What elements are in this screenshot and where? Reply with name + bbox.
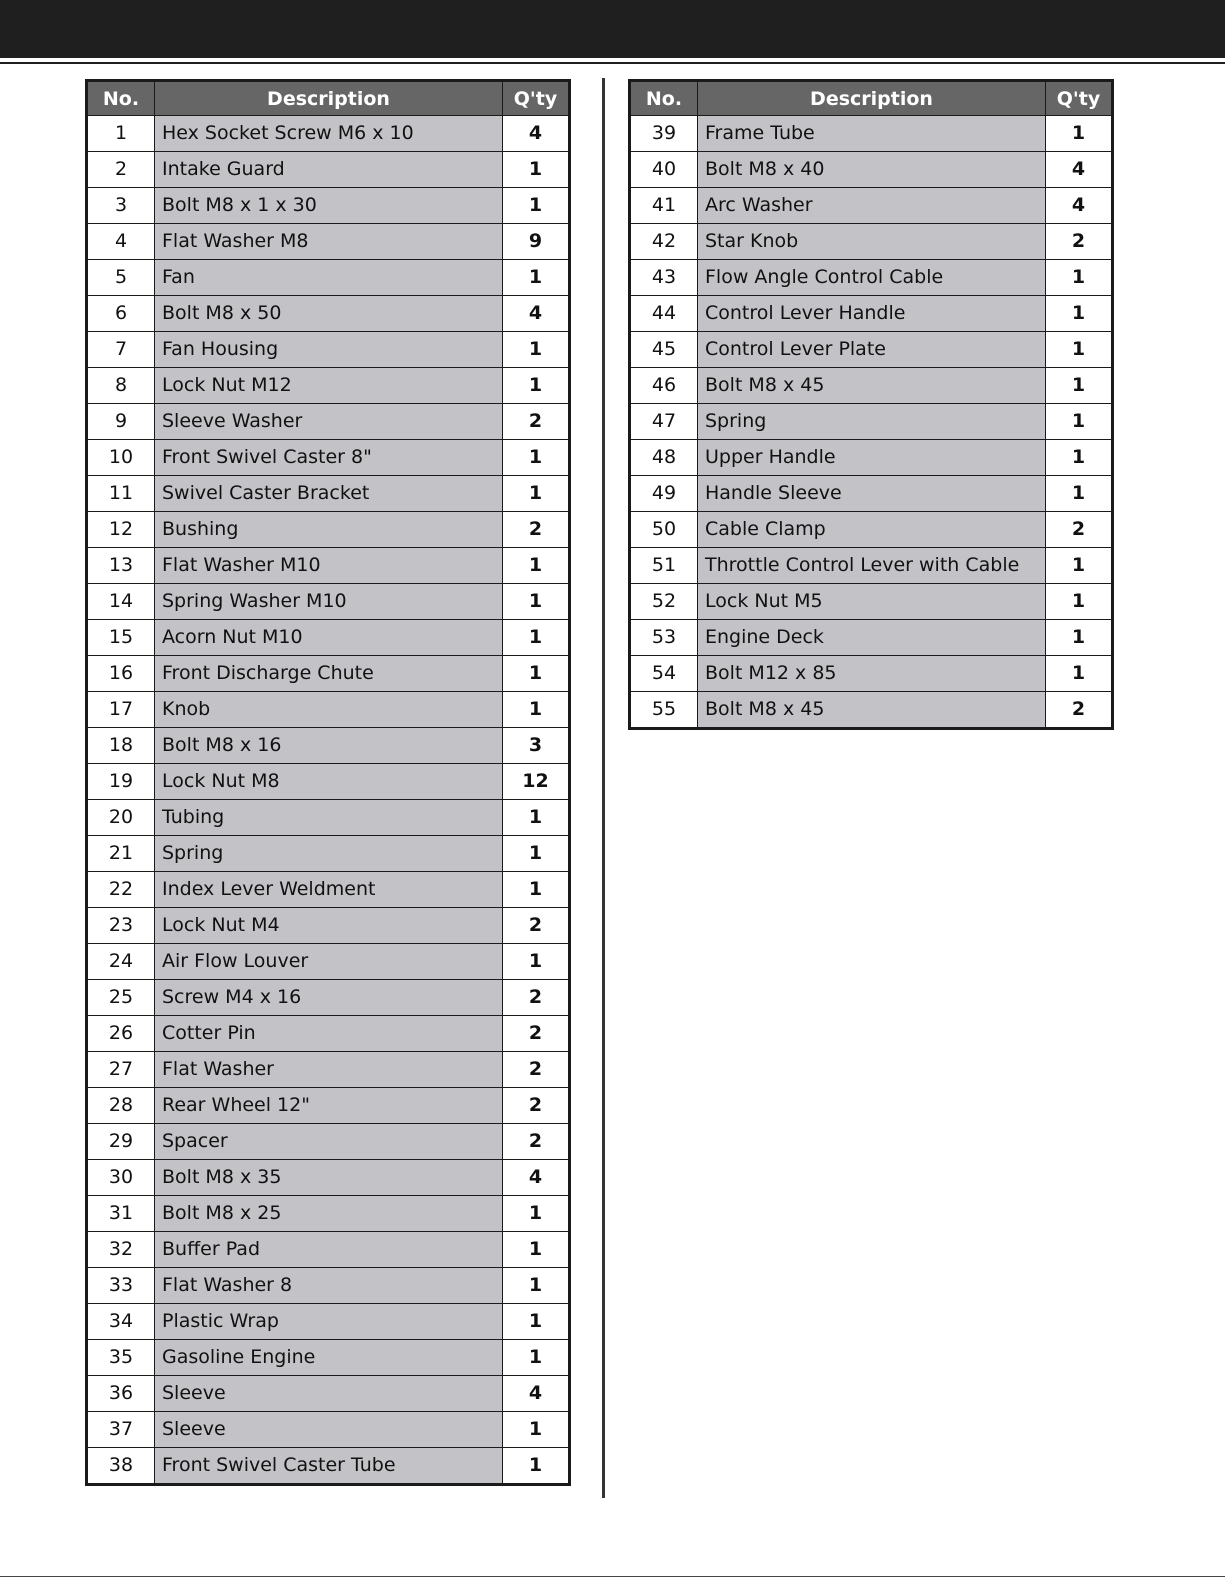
part-number: 17 [87, 692, 155, 728]
table-row [630, 260, 1113, 296]
table-row [630, 224, 1113, 260]
part-number: 32 [87, 1232, 155, 1268]
table-row [87, 1052, 570, 1088]
part-number: 29 [87, 1124, 155, 1160]
part-number: 55 [630, 692, 698, 729]
part-number: 14 [87, 584, 155, 620]
part-number: 37 [87, 1412, 155, 1448]
part-quantity: 4 [503, 1160, 570, 1196]
part-quantity: 1 [503, 188, 570, 224]
part-description: Knob [155, 692, 503, 728]
part-description: Fan [155, 260, 503, 296]
parts-table-left [85, 79, 571, 1486]
part-quantity: 3 [503, 728, 570, 764]
part-number: 36 [87, 1376, 155, 1412]
part-description: Star Knob [698, 224, 1046, 260]
part-number: 38 [87, 1448, 155, 1485]
part-quantity: 1 [1046, 656, 1113, 692]
table-row [87, 368, 570, 404]
part-number: 44 [630, 296, 698, 332]
part-description: Screw M4 x 16 [155, 980, 503, 1016]
part-description: Bolt M8 x 25 [155, 1196, 503, 1232]
part-quantity: 1 [503, 692, 570, 728]
parts-table-right [628, 79, 1114, 730]
table-row [87, 836, 570, 872]
part-number: 10 [87, 440, 155, 476]
part-quantity: 1 [503, 584, 570, 620]
table-row [87, 1016, 570, 1052]
part-quantity: 1 [1046, 296, 1113, 332]
part-number: 39 [630, 116, 698, 152]
part-number: 35 [87, 1340, 155, 1376]
part-quantity: 1 [503, 1232, 570, 1268]
table-row [87, 296, 570, 332]
table-row [87, 980, 570, 1016]
part-quantity: 9 [503, 224, 570, 260]
part-number: 21 [87, 836, 155, 872]
part-quantity: 1 [503, 332, 570, 368]
table-header-row [630, 81, 1113, 116]
part-description: Cotter Pin [155, 1016, 503, 1052]
part-number: 46 [630, 368, 698, 404]
table-row [630, 512, 1113, 548]
part-quantity: 1 [503, 1196, 570, 1232]
column-header-no: No. [630, 81, 698, 116]
header-rule [0, 62, 1225, 64]
table-row [630, 152, 1113, 188]
table-row [87, 1268, 570, 1304]
table-row [87, 692, 570, 728]
part-quantity: 1 [503, 836, 570, 872]
part-number: 41 [630, 188, 698, 224]
table-row [87, 404, 570, 440]
part-quantity: 2 [503, 404, 570, 440]
part-description: Spring Washer M10 [155, 584, 503, 620]
part-quantity: 1 [503, 1340, 570, 1376]
part-number: 30 [87, 1160, 155, 1196]
part-quantity: 1 [503, 620, 570, 656]
part-description: Bolt M8 x 1 x 30 [155, 188, 503, 224]
part-number: 9 [87, 404, 155, 440]
parts-table-left-body [87, 116, 570, 1485]
part-quantity: 1 [503, 656, 570, 692]
part-quantity: 4 [1046, 188, 1113, 224]
part-quantity: 1 [503, 1268, 570, 1304]
part-description: Sleeve Washer [155, 404, 503, 440]
part-description: Plastic Wrap [155, 1304, 503, 1340]
part-description: Lock Nut M5 [698, 584, 1046, 620]
part-number: 45 [630, 332, 698, 368]
table-row [630, 692, 1113, 729]
part-quantity: 1 [1046, 620, 1113, 656]
part-number: 40 [630, 152, 698, 188]
table-row [630, 116, 1113, 152]
table-row [630, 404, 1113, 440]
part-quantity: 2 [1046, 224, 1113, 260]
part-quantity: 1 [503, 440, 570, 476]
part-description: Control Lever Plate [698, 332, 1046, 368]
part-description: Acorn Nut M10 [155, 620, 503, 656]
table-row [87, 764, 570, 800]
table-row [87, 728, 570, 764]
part-quantity: 2 [503, 512, 570, 548]
part-number: 25 [87, 980, 155, 1016]
part-number: 27 [87, 1052, 155, 1088]
part-quantity: 1 [503, 1304, 570, 1340]
part-number: 1 [87, 116, 155, 152]
part-number: 15 [87, 620, 155, 656]
part-quantity: 1 [503, 368, 570, 404]
part-quantity: 1 [1046, 440, 1113, 476]
part-quantity: 1 [503, 152, 570, 188]
part-quantity: 1 [1046, 404, 1113, 440]
part-number: 24 [87, 944, 155, 980]
part-number: 47 [630, 404, 698, 440]
table-row [87, 476, 570, 512]
column-header-no: No. [87, 81, 155, 116]
table-header-row [87, 81, 570, 116]
part-number: 2 [87, 152, 155, 188]
part-description: Upper Handle [698, 440, 1046, 476]
part-quantity: 2 [503, 908, 570, 944]
part-number: 48 [630, 440, 698, 476]
part-number: 7 [87, 332, 155, 368]
part-number: 50 [630, 512, 698, 548]
table-row [87, 440, 570, 476]
table-row [87, 332, 570, 368]
part-description: Bolt M8 x 45 [698, 368, 1046, 404]
part-number: 20 [87, 800, 155, 836]
part-quantity: 2 [503, 1052, 570, 1088]
table-row [630, 548, 1113, 584]
part-quantity: 12 [503, 764, 570, 800]
table-row [630, 476, 1113, 512]
table-row [87, 944, 570, 980]
part-description: Flat Washer [155, 1052, 503, 1088]
part-quantity: 1 [503, 872, 570, 908]
part-quantity: 1 [503, 944, 570, 980]
column-header-description: Description [698, 81, 1046, 116]
part-description: Front Swivel Caster Tube [155, 1448, 503, 1485]
part-description: Bushing [155, 512, 503, 548]
column-header-qty: Q'ty [503, 81, 570, 116]
part-quantity: 1 [1046, 548, 1113, 584]
part-description: Hex Socket Screw M6 x 10 [155, 116, 503, 152]
part-description: Bolt M8 x 16 [155, 728, 503, 764]
table-row [87, 872, 570, 908]
part-number: 12 [87, 512, 155, 548]
table-row [630, 296, 1113, 332]
part-quantity: 2 [1046, 512, 1113, 548]
part-number: 5 [87, 260, 155, 296]
part-quantity: 2 [503, 1088, 570, 1124]
part-description: Intake Guard [155, 152, 503, 188]
part-quantity: 1 [1046, 260, 1113, 296]
part-quantity: 1 [503, 260, 570, 296]
part-number: 51 [630, 548, 698, 584]
part-description: Cable Clamp [698, 512, 1046, 548]
part-description: Lock Nut M4 [155, 908, 503, 944]
table-row [87, 1160, 570, 1196]
table-row [87, 1376, 570, 1412]
part-quantity: 1 [503, 548, 570, 584]
part-number: 53 [630, 620, 698, 656]
part-description: Front Swivel Caster 8" [155, 440, 503, 476]
part-description: Front Discharge Chute [155, 656, 503, 692]
table-row [87, 1088, 570, 1124]
part-quantity: 1 [1046, 332, 1113, 368]
part-number: 19 [87, 764, 155, 800]
part-number: 34 [87, 1304, 155, 1340]
table-row [87, 116, 570, 152]
part-quantity: 4 [503, 296, 570, 332]
header-bar [0, 0, 1225, 58]
part-description: Arc Washer [698, 188, 1046, 224]
part-description: Flow Angle Control Cable [698, 260, 1046, 296]
table-row [87, 548, 570, 584]
part-quantity: 2 [1046, 692, 1113, 729]
part-description: Engine Deck [698, 620, 1046, 656]
table-row [87, 512, 570, 548]
table-row [87, 1412, 570, 1448]
part-quantity: 1 [503, 1448, 570, 1485]
column-divider [602, 78, 605, 1498]
part-description: Control Lever Handle [698, 296, 1046, 332]
part-number: 4 [87, 224, 155, 260]
part-description: Frame Tube [698, 116, 1046, 152]
part-description: Flat Washer 8 [155, 1268, 503, 1304]
part-number: 8 [87, 368, 155, 404]
part-description: Bolt M8 x 35 [155, 1160, 503, 1196]
part-number: 52 [630, 584, 698, 620]
part-description: Buffer Pad [155, 1232, 503, 1268]
part-quantity: 1 [503, 476, 570, 512]
part-description: Bolt M8 x 40 [698, 152, 1046, 188]
part-number: 6 [87, 296, 155, 332]
part-number: 28 [87, 1088, 155, 1124]
part-description: Spacer [155, 1124, 503, 1160]
table-row [87, 656, 570, 692]
part-description: Spring [155, 836, 503, 872]
part-number: 23 [87, 908, 155, 944]
table-row [87, 188, 570, 224]
part-description: Lock Nut M12 [155, 368, 503, 404]
part-description: Swivel Caster Bracket [155, 476, 503, 512]
part-quantity: 1 [1046, 368, 1113, 404]
part-quantity: 1 [1046, 116, 1113, 152]
part-description: Sleeve [155, 1376, 503, 1412]
table-row [630, 440, 1113, 476]
part-number: 33 [87, 1268, 155, 1304]
table-row [87, 620, 570, 656]
table-row [87, 224, 570, 260]
part-number: 13 [87, 548, 155, 584]
part-description: Gasoline Engine [155, 1340, 503, 1376]
part-number: 31 [87, 1196, 155, 1232]
table-row [87, 908, 570, 944]
table-row [630, 332, 1113, 368]
table-row [87, 260, 570, 296]
table-row [87, 1232, 570, 1268]
part-number: 16 [87, 656, 155, 692]
part-description: Flat Washer M10 [155, 548, 503, 584]
part-number: 3 [87, 188, 155, 224]
part-description: Flat Washer M8 [155, 224, 503, 260]
part-number: 42 [630, 224, 698, 260]
part-description: Fan Housing [155, 332, 503, 368]
part-description: Spring [698, 404, 1046, 440]
part-description: Index Lever Weldment [155, 872, 503, 908]
part-quantity: 2 [503, 1124, 570, 1160]
part-number: 49 [630, 476, 698, 512]
part-description: Lock Nut M8 [155, 764, 503, 800]
part-quantity: 1 [1046, 476, 1113, 512]
footer-rule [0, 1576, 1225, 1577]
table-row [630, 368, 1113, 404]
column-header-description: Description [155, 81, 503, 116]
table-row [630, 620, 1113, 656]
table-row [87, 1448, 570, 1485]
part-description: Air Flow Louver [155, 944, 503, 980]
table-row [87, 1340, 570, 1376]
table-row [87, 800, 570, 836]
part-description: Bolt M8 x 50 [155, 296, 503, 332]
part-number: 43 [630, 260, 698, 296]
part-number: 54 [630, 656, 698, 692]
part-quantity: 1 [503, 1412, 570, 1448]
part-quantity: 4 [503, 1376, 570, 1412]
table-row [630, 584, 1113, 620]
part-description: Rear Wheel 12" [155, 1088, 503, 1124]
part-description: Sleeve [155, 1412, 503, 1448]
part-quantity: 2 [503, 1016, 570, 1052]
part-description: Bolt M12 x 85 [698, 656, 1046, 692]
table-row [87, 1196, 570, 1232]
table-row [630, 656, 1113, 692]
table-row [87, 1304, 570, 1340]
part-description: Bolt M8 x 45 [698, 692, 1046, 729]
part-quantity: 4 [1046, 152, 1113, 188]
column-header-qty: Q'ty [1046, 81, 1113, 116]
part-description: Throttle Control Lever with Cable [698, 548, 1046, 584]
part-description: Tubing [155, 800, 503, 836]
part-number: 11 [87, 476, 155, 512]
table-row [87, 584, 570, 620]
table-row [87, 152, 570, 188]
part-quantity: 1 [1046, 584, 1113, 620]
part-number: 22 [87, 872, 155, 908]
part-number: 18 [87, 728, 155, 764]
part-quantity: 1 [503, 800, 570, 836]
table-row [87, 1124, 570, 1160]
parts-table-right-body [630, 116, 1113, 729]
table-row [630, 188, 1113, 224]
part-quantity: 4 [503, 116, 570, 152]
part-number: 26 [87, 1016, 155, 1052]
part-quantity: 2 [503, 980, 570, 1016]
part-description: Handle Sleeve [698, 476, 1046, 512]
